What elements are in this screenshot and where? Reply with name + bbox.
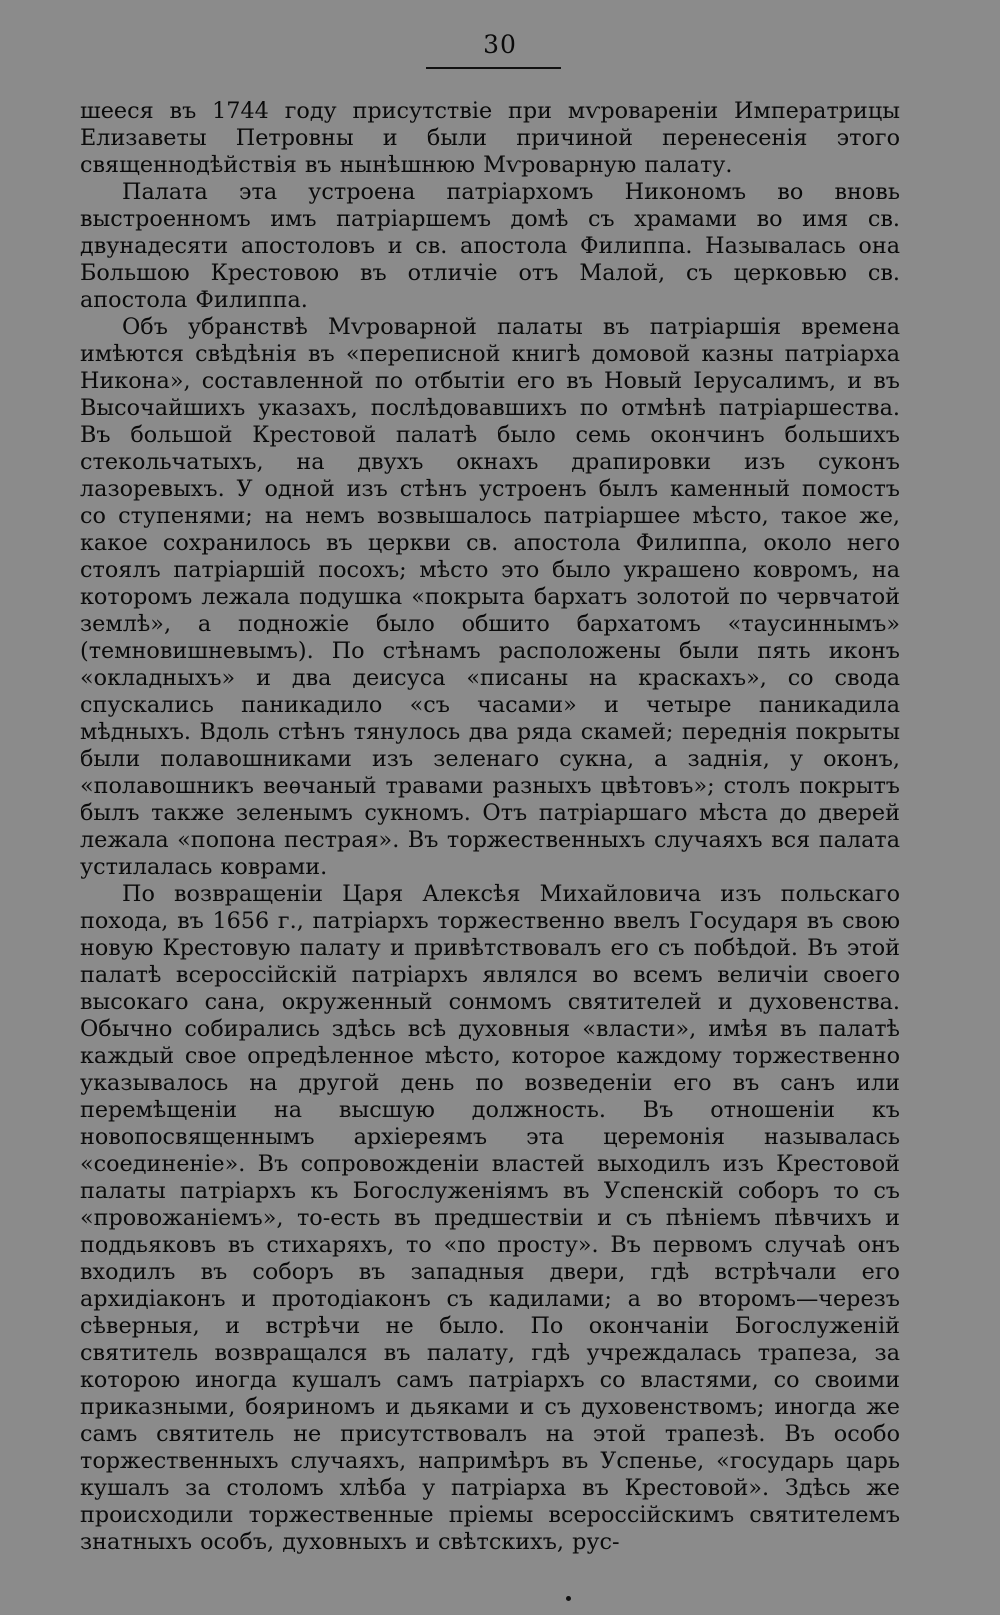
page-number: 30	[483, 30, 517, 59]
paragraph-patriarch-ceremonies: По возвращеніи Царя Алексѣя Михайловича изъ польскаго похода, въ 1656 г., патріархъ торжественно ввелъ Государя въ свою новую Крестовую палату и привѣтствовалъ его съ побѣдой. Въ этой палатѣ всероссійскій патріархъ являлся во всемъ величіи своего высокаго сана, окруженный сонмомъ святителей и духовенства. Обычно собирались здѣсь всѣ духовныя «власти», имѣя въ палатѣ каждый свое опредѣленное мѣсто, которое каждому торжественно указывалось на другой день по возведеніи его въ санъ или перемѣщеніи на высшую должность. Въ отношеніи къ новопосвященнымъ архіереямъ эта церемонія называлась «соединеніе». Въ сопровожденіи властей выходилъ изъ Крестовой палаты патріархъ къ Богослуженіямъ въ Успенскій соборъ то съ «провожаніемъ», то-есть въ предшествіи и съ пѣніемъ пѣвчихъ и поддьяковъ въ стихаряхъ, то «по просту». Въ первомъ случаѣ онъ входилъ въ соборъ въ западныя двери, гдѣ встрѣчали его архидіаконъ и протодіаконъ съ кадилами; а во второмъ—черезъ сѣверныя, и встрѣчи не было. По окончаніи Богослуженій святитель возвращался въ палату, гдѣ учреждалась трапеза, за которою иногда кушалъ самъ патріархъ со властями, со своими приказными, бояриномъ и дьяками и съ духовенствомъ; иногда же самъ святитель не присутствовалъ на этой трапезѣ. Въ особо торжественныхъ случаяхъ, напримѣръ въ Успенье, «государь царь кушалъ за столомъ хлѣба у патріарха въ Крестовой». Здѣсь же происходили торжественные пріемы всероссійскимъ святителемъ знатныхъ особъ, духовныхъ и свѣтскихъ, рус-	[80, 881, 900, 1555]
page-number-underline	[426, 67, 561, 69]
paragraph-continuation: шееся въ 1744 году присутствіе при мѵровареніи Императрицы Елизаветы Петровны и были причиной перенесенія этого священнодѣйствія въ нынѣшнюю Мѵроварную палату.	[80, 98, 900, 178]
ink-speck	[566, 1596, 571, 1601]
body-text	[80, 98, 900, 1556]
paragraph-palace-description: Палата эта устроена патріархомъ Никономъ во вновь выстроенномъ имъ патріаршемъ домѣ съ храмами во имя св. двунадесяти апостоловъ и св. апостола Филиппа. Называлась она Большою Крестовою въ отличіе отъ Малой, съ церковью св. апостола Филиппа.	[80, 179, 900, 313]
paragraph-palace-decoration: Объ убранствѣ Мѵроварной палаты въ патріаршія времена имѣются свѣдѣнія въ «переписной книгѣ домовой казны патріарха Никона», составленной по отбытіи его въ Новый Іерусалимъ, и въ Высочайшихъ указахъ, послѣдовавшихъ по отмѣнѣ патріаршества. Въ большой Крестовой палатѣ было семь окончинъ большихъ стекольчатыхъ, на двухъ окнахъ драпировки изъ суконъ лазоревыхъ. У одной изъ стѣнъ устроенъ былъ каменный помостъ со ступенями; на немъ возвышалось патріаршее мѣсто, такое же, какое сохранилось въ церкви св. апостола Филиппа, около него стоялъ патріаршій посохъ; мѣсто это было украшено ковромъ, на которомъ лежала подушка «покрыта бархатъ золотой по червчатой землѣ», а подножіе было обшито бархатомъ «таусиннымъ» (темновишневымъ). По стѣнамъ расположены были пять иконъ «окладныхъ» и два деисуса «писаны на краскахъ», со свода спускались паникадило «съ часами» и четыре паникадила мѣдныхъ. Вдоль стѣнъ тянулось два ряда скамей; переднія покрыты были полавошниками изъ зеленаго сукна, а заднія, у оконъ, «полавошникъ веѳчаный травами разныхъ цвѣтовъ»; столъ покрытъ былъ также зеленымъ сукномъ. Отъ патріаршаго мѣста до дверей лежала «попона пестрая». Въ торжественныхъ случаяхъ вся палата устилалась коврами.	[80, 314, 900, 880]
